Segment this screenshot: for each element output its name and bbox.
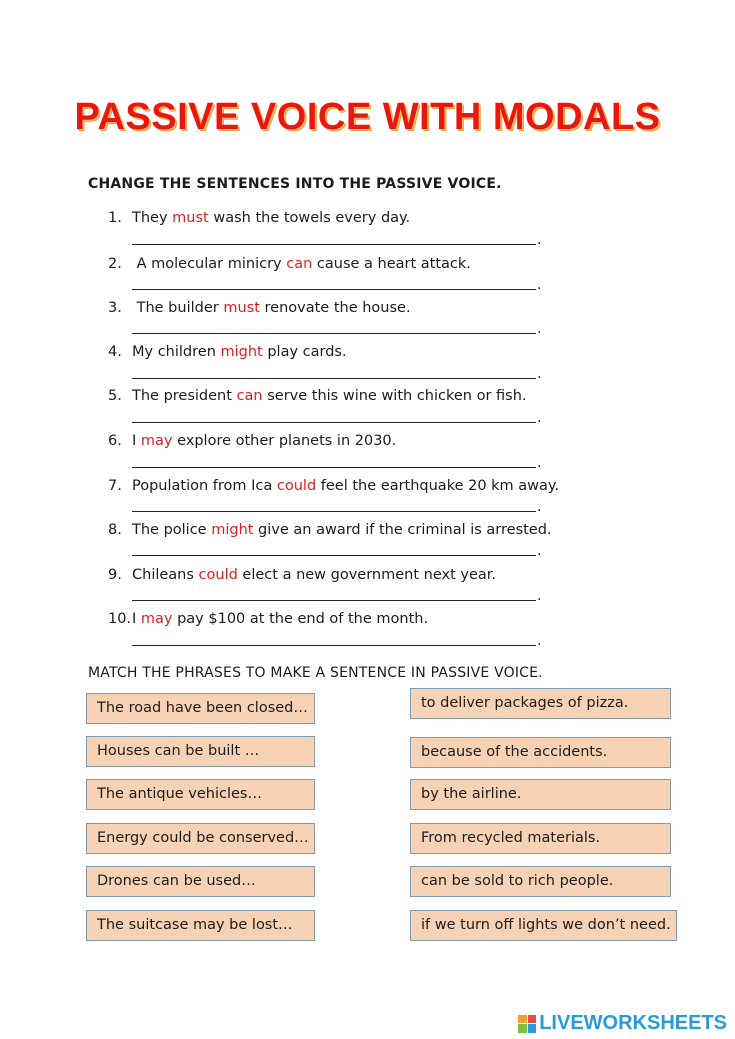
modal-verb: might <box>211 522 254 538</box>
question-text-after: elect a new government next year. <box>237 567 497 583</box>
answer-period: . <box>537 410 542 426</box>
modal-verb: might <box>220 344 263 360</box>
answer-period: . <box>537 499 542 515</box>
answer-line-5[interactable] <box>132 422 536 423</box>
answer-line-6[interactable] <box>132 467 536 468</box>
answer-period: . <box>537 588 542 604</box>
question-number: 1. <box>108 210 122 226</box>
answer-period: . <box>537 366 542 382</box>
answer-line-4[interactable] <box>132 378 536 379</box>
answer-line-8[interactable] <box>132 555 536 556</box>
match-right-3[interactable]: by the airline. <box>410 779 671 810</box>
question-text-after: pay $100 at the end of the month. <box>172 611 429 627</box>
modal-verb: could <box>276 478 317 494</box>
question-7 <box>108 477 559 495</box>
question-text-after: give an award if the criminal is arrested. <box>253 522 552 538</box>
modal-verb: may <box>140 611 173 627</box>
question-2 <box>108 255 471 273</box>
match-left-6[interactable]: The suitcase may be lost… <box>86 910 315 941</box>
question-8 <box>108 521 552 539</box>
question-text-before: The president <box>132 388 237 404</box>
question-number: 9. <box>108 567 122 583</box>
modal-verb: may <box>140 433 173 449</box>
question-5 <box>108 387 527 405</box>
answer-period: . <box>537 543 542 559</box>
answer-period: . <box>537 321 542 337</box>
question-text-before: They <box>132 210 173 226</box>
worksheet-title: PASSIVE VOICE WITH MODALS <box>74 96 661 138</box>
question-text-before: I <box>132 611 141 627</box>
match-left-4[interactable]: Energy could be conserved… <box>86 823 315 854</box>
question-text-after: feel the earthquake 20 km away. <box>316 478 560 494</box>
question-number: 8. <box>108 522 122 538</box>
answer-period: . <box>537 277 542 293</box>
modal-verb: can <box>236 388 263 404</box>
modal-verb: could <box>198 567 238 583</box>
section2-instruction: MATCH THE PHRASES TO MAKE A SENTENCE IN PASSIVE VOICE. <box>88 665 543 681</box>
question-10 <box>108 610 428 628</box>
answer-line-2[interactable] <box>132 289 536 290</box>
match-left-2[interactable]: Houses can be built … <box>86 736 315 767</box>
question-1 <box>108 209 410 227</box>
match-left-3[interactable]: The antique vehicles… <box>86 779 315 810</box>
question-number: 2. <box>108 256 122 272</box>
match-right-2[interactable]: because of the accidents. <box>410 737 671 768</box>
question-4 <box>108 343 347 361</box>
question-text-before: The police <box>132 522 212 538</box>
liveworksheets-logo-icon <box>518 1015 536 1033</box>
question-number: 5. <box>108 388 122 404</box>
modal-verb: can <box>286 256 313 272</box>
modal-verb: must <box>223 300 260 316</box>
question-text-before: A molecular minicry <box>132 256 287 272</box>
question-text-before: Chileans <box>132 567 199 583</box>
liveworksheets-logo <box>518 1012 727 1035</box>
question-text-after: play cards. <box>262 344 347 360</box>
question-number: 4. <box>108 344 122 360</box>
question-6 <box>108 432 396 450</box>
question-text-after: explore other planets in 2030. <box>172 433 397 449</box>
match-left-1[interactable]: The road have been closed… <box>86 693 315 724</box>
question-text-after: wash the towels every day. <box>208 210 411 226</box>
question-number: 7. <box>108 478 122 494</box>
match-right-1[interactable]: to deliver packages of pizza. <box>410 688 671 719</box>
answer-line-3[interactable] <box>132 333 536 334</box>
question-text-before: The builder <box>132 300 224 316</box>
question-text-before: Population from Ica <box>132 478 277 494</box>
answer-line-9[interactable] <box>132 600 536 601</box>
question-number: 6. <box>108 433 122 449</box>
match-right-6[interactable]: if we turn off lights we don’t need. <box>410 910 677 941</box>
question-9 <box>108 566 496 584</box>
answer-period: . <box>537 455 542 471</box>
match-right-4[interactable]: From recycled materials. <box>410 823 671 854</box>
question-number: 3. <box>108 300 122 316</box>
answer-line-10[interactable] <box>132 645 536 646</box>
question-3 <box>108 299 411 317</box>
logo-text: LIVEWORKSHEETS <box>539 1012 727 1034</box>
match-left-5[interactable]: Drones can be used… <box>86 866 315 897</box>
question-text-before: My children <box>132 344 221 360</box>
question-text-after: renovate the house. <box>259 300 411 316</box>
answer-period: . <box>537 232 542 248</box>
answer-line-7[interactable] <box>132 511 536 512</box>
answer-line-1[interactable] <box>132 244 536 245</box>
question-text-after: cause a heart attack. <box>312 256 471 272</box>
match-right-5[interactable]: can be sold to rich people. <box>410 866 671 897</box>
question-text-after: serve this wine with chicken or fish. <box>262 388 527 404</box>
modal-verb: must <box>172 210 209 226</box>
answer-period: . <box>537 633 542 649</box>
section1-instruction: CHANGE THE SENTENCES INTO THE PASSIVE VOICE. <box>88 176 502 192</box>
question-number: 10. <box>108 611 132 627</box>
question-text-before: I <box>132 433 141 449</box>
